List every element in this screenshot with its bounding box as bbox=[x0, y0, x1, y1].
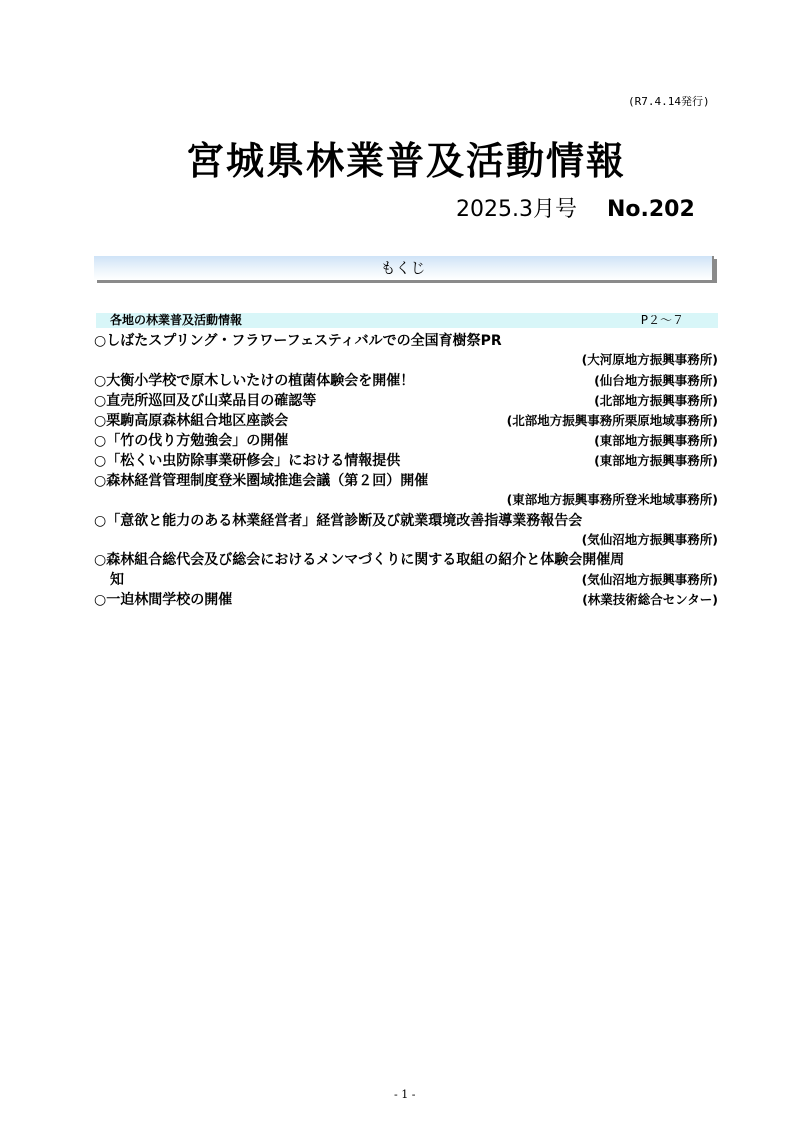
toc-item bbox=[94, 511, 718, 531]
page-number: - 1 - bbox=[394, 1088, 416, 1101]
toc-item bbox=[94, 371, 718, 391]
issue-month: 2025.3月号 bbox=[456, 197, 577, 222]
toc-item-office: (東部地方振興事務所) bbox=[594, 433, 718, 448]
toc-item-title: ○「松くい虫防除事業研修会」における情報提供 bbox=[94, 453, 401, 469]
toc-item bbox=[94, 550, 718, 570]
toc-item bbox=[94, 590, 718, 610]
toc-item-office: (気仙沼地方振興事務所) bbox=[581, 572, 718, 587]
section-pages: P２～７ bbox=[640, 313, 684, 327]
issue-line bbox=[456, 192, 695, 223]
toc-item bbox=[94, 471, 718, 491]
toc-item bbox=[94, 411, 718, 431]
issue-date: (R7.4.14発行) bbox=[628, 95, 710, 108]
toc-item-title-continuation: 知 bbox=[110, 572, 124, 588]
section-label: 各地の林業普及活動情報 bbox=[110, 313, 243, 327]
toc-item-office: (林業技術総合センター) bbox=[582, 592, 718, 607]
toc-item-office-row bbox=[94, 530, 718, 550]
toc-item-title: ○直売所巡回及び山菜品目の確認等 bbox=[94, 393, 317, 409]
toc-item-title: ○一迫林間学校の開催 bbox=[94, 592, 233, 608]
toc-item-title: ○森林組合総代会及び総会におけるメンマづくりに関する取組の紹介と体験会開催周 bbox=[94, 552, 625, 568]
toc-item-office: (北部地方振興事務所栗原地域事務所) bbox=[506, 413, 718, 428]
toc-item-title: ○栗駒高原森林組合地区座談会 bbox=[94, 413, 289, 429]
toc-item bbox=[94, 451, 718, 471]
toc-item bbox=[94, 331, 718, 351]
section-bar bbox=[96, 313, 718, 328]
toc-item-office: (気仙沼地方振興事務所) bbox=[581, 532, 718, 547]
toc-item bbox=[94, 391, 718, 411]
issue-number: No.202 bbox=[606, 197, 695, 222]
toc-item-office-row bbox=[94, 570, 718, 590]
toc-item-title: ○しばたスプリング・フラワーフェスティバルでの全国育樹祭PR bbox=[94, 333, 502, 349]
toc-item-title: ○森林経営管理制度登米圏域推進会議（第２回）開催 bbox=[94, 473, 429, 489]
toc-item-title: ○「意欲と能力のある林業経営者」経営診断及び就業環境改善指導業務報告会 bbox=[94, 513, 583, 529]
toc-item bbox=[94, 431, 718, 451]
toc-item-title: ○「竹の伐り方勉強会」の開催 bbox=[94, 433, 289, 449]
toc-item-office-row bbox=[94, 350, 718, 370]
page-title: 宮城県林業普及活動情報 bbox=[186, 139, 627, 183]
toc-item-office: (東部地方振興事務所) bbox=[594, 453, 718, 468]
toc-item-office: (東部地方振興事務所登米地域事務所) bbox=[506, 492, 718, 507]
toc-item-office-row bbox=[94, 490, 718, 510]
toc-item-title: ○大衡小学校で原木しいたけの植菌体験会を開催！ bbox=[94, 373, 415, 389]
toc-item-office: (仙台地方振興事務所) bbox=[594, 373, 718, 388]
toc-item-office: (大河原地方振興事務所) bbox=[581, 352, 718, 367]
toc-item-office: (北部地方振興事務所) bbox=[594, 393, 718, 408]
toc-banner: もくじ bbox=[94, 256, 714, 280]
